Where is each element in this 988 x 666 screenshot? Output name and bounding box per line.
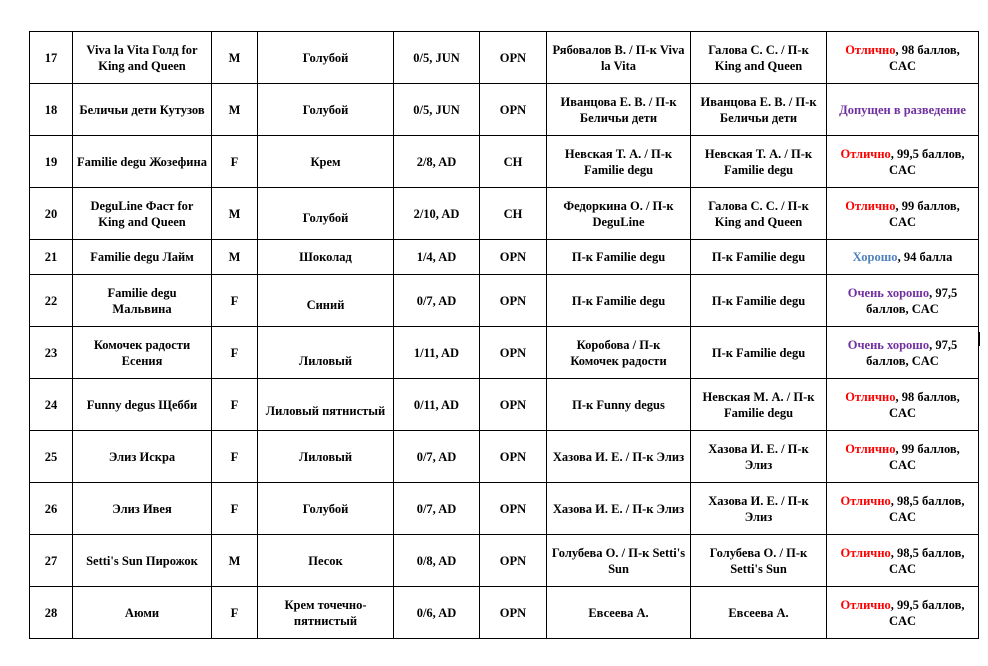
grade-label: Отлично (845, 389, 896, 404)
entry-number-cell (30, 587, 73, 639)
animal-sex-cell (212, 327, 258, 379)
animal-sex: F (230, 154, 239, 169)
owner-cell (691, 275, 827, 327)
entry-number-cell (30, 188, 73, 240)
owner: Хазова И. Е. / П-к Элиз (708, 493, 809, 524)
results-table (29, 31, 979, 639)
entry-number: 21 (44, 250, 58, 264)
animal-color-cell (258, 136, 394, 188)
show-class: OPN (499, 50, 527, 65)
show-class: OPN (499, 345, 527, 360)
show-class: OPN (499, 553, 527, 568)
age-class: 1/11, AD (413, 345, 460, 360)
entry-number: 23 (44, 345, 58, 360)
entry-number: 24 (44, 397, 58, 412)
animal-color: Крем точечно-пятнистый (284, 597, 367, 628)
entry-number-cell (30, 136, 73, 188)
owner-cell (691, 240, 827, 275)
owner: Невская Т. А. / П-к Familie degu (704, 146, 813, 177)
age-class-cell (394, 431, 480, 483)
breeder: Голубева О. / П-к Setti's Sun (551, 545, 686, 576)
owner-cell (691, 327, 827, 379)
table-row (30, 327, 979, 379)
grade-label: Отлично (840, 597, 891, 612)
animal-name: Аюми (124, 605, 160, 620)
owner-cell (691, 188, 827, 240)
owner-cell (691, 587, 827, 639)
breeder-cell (547, 32, 691, 84)
grade-cell (827, 84, 979, 136)
entry-number: 28 (44, 605, 58, 620)
owner: Галова С. С. / П-к King and Queen (708, 42, 809, 73)
entry-number: 25 (44, 449, 58, 464)
entry-number: 27 (44, 553, 58, 568)
animal-color-cell (258, 188, 394, 240)
age-class-cell (394, 535, 480, 587)
grade-cell (827, 136, 979, 188)
breeder-cell (547, 275, 691, 327)
animal-color-cell (258, 587, 394, 639)
animal-name-cell (73, 84, 212, 136)
animal-sex-cell (212, 136, 258, 188)
owner: Галова С. С. / П-к King and Queen (708, 198, 809, 229)
age-class-cell (394, 379, 480, 431)
breeder: Невская Т. А. / П-к Familie degu (564, 146, 673, 177)
age-class-cell (394, 587, 480, 639)
animal-sex-cell (212, 379, 258, 431)
animal-name: Setti's Sun Пирожок (86, 553, 198, 568)
age-class-cell (394, 136, 480, 188)
animal-sex: F (230, 449, 239, 464)
age-class: 0/5, JUN (413, 102, 460, 117)
table-row (30, 188, 979, 240)
animal-name: Элиз Искра (108, 449, 176, 464)
animal-name: Viva la Vita Голд for King and Queen (86, 42, 198, 73)
animal-color: Песок (308, 553, 343, 568)
grade-cell (827, 275, 979, 327)
grade-label: Очень хорошо (847, 337, 930, 352)
breeder-cell (547, 587, 691, 639)
breeder: Федоркина О. / П-к DeguLine (563, 198, 674, 229)
owner: П-к Familie degu (711, 250, 806, 264)
table-row (30, 379, 979, 431)
age-class: 0/6, AD (416, 605, 457, 620)
animal-sex: F (230, 345, 239, 360)
show-class-cell (480, 32, 547, 84)
owner-cell (691, 431, 827, 483)
animal-sex-cell (212, 188, 258, 240)
animal-name: DeguLine Фаст for King and Queen (90, 198, 194, 229)
owner: П-к Familie degu (711, 293, 806, 308)
owner: Иванцова Е. В. / П-к Беличьи дети (700, 94, 817, 125)
animal-color: Крем (310, 154, 341, 169)
animal-color: Голубой (302, 50, 349, 65)
owner-cell (691, 32, 827, 84)
animal-name: Familie degu Мальвина (107, 285, 177, 316)
table-row (30, 136, 979, 188)
age-class-cell (394, 84, 480, 136)
animal-color: Голубой (302, 102, 349, 117)
breeder-cell (547, 483, 691, 535)
animal-name-cell (73, 379, 212, 431)
grade-cell (827, 587, 979, 639)
animal-color-cell (258, 535, 394, 587)
show-class: OPN (499, 605, 527, 620)
breeder: Иванцова Е. В. / П-к Беличьи дети (560, 94, 677, 125)
animal-sex-cell (212, 483, 258, 535)
animal-name-cell (73, 240, 212, 275)
grade-cell (827, 483, 979, 535)
entry-number-cell (30, 275, 73, 327)
entry-number: 22 (44, 293, 58, 308)
grade-cell (827, 240, 979, 275)
animal-color-cell (258, 379, 394, 431)
grade-cell (827, 327, 979, 379)
animal-name-cell (73, 188, 212, 240)
animal-sex: F (230, 605, 239, 620)
show-class: OPN (499, 293, 527, 308)
animal-sex-cell (212, 84, 258, 136)
owner: П-к Familie degu (711, 345, 806, 360)
entry-number: 26 (44, 501, 58, 516)
show-class-cell (480, 587, 547, 639)
age-class: 0/5, JUN (413, 50, 460, 65)
animal-color-cell (258, 32, 394, 84)
owner: Хазова И. Е. / П-к Элиз (708, 441, 809, 472)
animal-color-cell (258, 431, 394, 483)
age-class: 2/10, AD (413, 206, 460, 221)
animal-name: Familie degu Жозефина (77, 154, 207, 169)
grade-cell (827, 379, 979, 431)
animal-name-cell (73, 136, 212, 188)
grade-details: , 98 баллов, CAC (888, 42, 960, 73)
animal-name-cell (73, 275, 212, 327)
grade-details: , 99,5 баллов, CAC (888, 597, 965, 628)
show-class-cell (480, 535, 547, 587)
show-class-cell (480, 136, 547, 188)
entry-number-cell (30, 84, 73, 136)
animal-name: Familie degu Лайм (90, 250, 194, 264)
grade-details: , 98 баллов, CAC (888, 389, 960, 420)
breeder: Коробова / П-к Комочек радости (570, 337, 667, 368)
breeder: Хазова И. Е. / П-к Элиз (552, 449, 685, 464)
show-class: OPN (499, 102, 527, 117)
owner-cell (691, 535, 827, 587)
animal-name-cell (73, 483, 212, 535)
breeder: П-к Familie degu (571, 293, 666, 308)
table-row (30, 587, 979, 639)
show-class-cell (480, 379, 547, 431)
grade-label: Хорошо (852, 250, 898, 264)
table-row (30, 535, 979, 587)
animal-sex-cell (212, 431, 258, 483)
grade-label: Отлично (845, 198, 896, 213)
show-class-cell (480, 431, 547, 483)
grade-label: Отлично (840, 545, 891, 560)
age-class-cell (394, 483, 480, 535)
animal-sex: F (230, 293, 239, 308)
table-row (30, 240, 979, 275)
breeder-cell (547, 431, 691, 483)
breeder: Рябовалов В. / П-к Viva la Vita (552, 42, 685, 73)
entry-number-cell (30, 327, 73, 379)
show-class: OPN (499, 397, 527, 412)
grade-details: , 97,5 баллов, CAC (866, 337, 958, 368)
show-class-cell (480, 84, 547, 136)
grade-label: Отлично (840, 493, 891, 508)
age-class-cell (394, 188, 480, 240)
animal-name: Комочек радости Есения (93, 337, 191, 368)
grade-cell (827, 535, 979, 587)
grade-label: Отлично (845, 441, 896, 456)
grade-details: , 99 баллов, CAC (888, 198, 960, 229)
age-class: 0/8, AD (416, 553, 457, 568)
owner-cell (691, 84, 827, 136)
show-class-cell (480, 275, 547, 327)
breeder-cell (547, 535, 691, 587)
animal-sex: M (228, 50, 241, 65)
text-cursor-mark (979, 332, 980, 346)
grade-cell (827, 431, 979, 483)
entry-number-cell (30, 32, 73, 84)
breeder-cell (547, 240, 691, 275)
show-class: OPN (499, 250, 527, 264)
animal-color-cell (258, 483, 394, 535)
animal-sex-cell (212, 535, 258, 587)
grade-details: , 97,5 баллов, CAC (866, 285, 958, 316)
entry-number-cell (30, 240, 73, 275)
table-row (30, 483, 979, 535)
age-class-cell (394, 240, 480, 275)
breeder-cell (547, 188, 691, 240)
entry-number: 20 (44, 206, 58, 221)
grade-details: , 98,5 баллов, CAC (888, 545, 965, 576)
age-class-cell (394, 275, 480, 327)
age-class: 1/4, AD (416, 250, 457, 264)
breeder: Евсеева А. (588, 605, 649, 620)
animal-sex: M (228, 206, 241, 221)
table-row (30, 84, 979, 136)
animal-sex: F (230, 501, 239, 516)
animal-color-cell (258, 240, 394, 275)
table-row (30, 275, 979, 327)
table-body (30, 32, 979, 639)
animal-color: Голубой (302, 210, 349, 225)
entry-number: 18 (44, 102, 58, 117)
show-class-cell (480, 483, 547, 535)
animal-name: Элиз Ивея (112, 501, 172, 516)
breeder: П-к Familie degu (571, 250, 666, 264)
age-class-cell (394, 32, 480, 84)
show-class-cell (480, 188, 547, 240)
animal-color: Шоколад (299, 250, 352, 264)
grade-details: , 99,5 баллов, CAC (888, 146, 965, 177)
owner: Голубева О. / П-к Setti's Sun (709, 545, 808, 576)
table-row (30, 431, 979, 483)
grade-details: , 99 баллов, CAC (888, 441, 960, 472)
animal-sex-cell (212, 275, 258, 327)
animal-color-cell (258, 327, 394, 379)
grade-cell (827, 188, 979, 240)
age-class: 0/7, AD (416, 293, 457, 308)
animal-name: Funny degus Щебби (86, 397, 198, 412)
owner-cell (691, 483, 827, 535)
show-class: OPN (499, 501, 527, 516)
animal-color: Синий (306, 297, 345, 312)
age-class: 0/7, AD (416, 501, 457, 516)
animal-sex: M (228, 553, 241, 568)
entry-number-cell (30, 379, 73, 431)
animal-name-cell (73, 587, 212, 639)
animal-color: Лиловый (298, 449, 353, 464)
owner: Невская М. А. / П-к Familie degu (702, 389, 815, 420)
animal-name-cell (73, 327, 212, 379)
animal-color: Лиловый пятнистый (265, 403, 386, 418)
animal-color: Голубой (302, 501, 349, 516)
grade-label: Допущен в разведение (839, 102, 966, 117)
animal-color-cell (258, 84, 394, 136)
animal-sex: F (230, 397, 239, 412)
breeder: П-к Funny degus (572, 397, 665, 412)
grade-label: Очень хорошо (847, 285, 930, 300)
animal-sex-cell (212, 32, 258, 84)
entry-number-cell (30, 535, 73, 587)
entry-number: 19 (44, 154, 58, 169)
grade-label: Отлично (845, 42, 896, 57)
animal-sex: M (228, 102, 241, 117)
breeder-cell (547, 84, 691, 136)
grade-cell (827, 32, 979, 84)
show-class-cell (480, 240, 547, 275)
breeder: Хазова И. Е. / П-к Элиз (552, 501, 685, 516)
animal-color: Лиловый (298, 353, 353, 368)
breeder-cell (547, 327, 691, 379)
entry-number-cell (30, 431, 73, 483)
animal-name-cell (73, 32, 212, 84)
animal-sex-cell (212, 240, 258, 275)
animal-sex: M (228, 250, 241, 264)
animal-name-cell (73, 431, 212, 483)
age-class-cell (394, 327, 480, 379)
animal-color-cell (258, 275, 394, 327)
owner-cell (691, 136, 827, 188)
grade-details: , 98,5 баллов, CAC (888, 493, 965, 524)
owner-cell (691, 379, 827, 431)
entry-number: 17 (44, 50, 58, 65)
age-class: 0/11, AD (413, 397, 460, 412)
breeder-cell (547, 379, 691, 431)
show-class: CH (503, 206, 523, 221)
show-class-cell (480, 327, 547, 379)
age-class: 0/7, AD (416, 449, 457, 464)
grade-details: , 94 балла (897, 250, 953, 264)
entry-number-cell (30, 483, 73, 535)
table-row (30, 32, 979, 84)
age-class: 2/8, AD (416, 154, 457, 169)
animal-name-cell (73, 535, 212, 587)
animal-name: Беличьи дети Кутузов (79, 102, 205, 117)
owner: Евсеева А. (728, 605, 789, 620)
show-class: CH (503, 154, 523, 169)
grade-label: Отлично (840, 146, 891, 161)
breeder-cell (547, 136, 691, 188)
animal-sex-cell (212, 587, 258, 639)
show-class: OPN (499, 449, 527, 464)
